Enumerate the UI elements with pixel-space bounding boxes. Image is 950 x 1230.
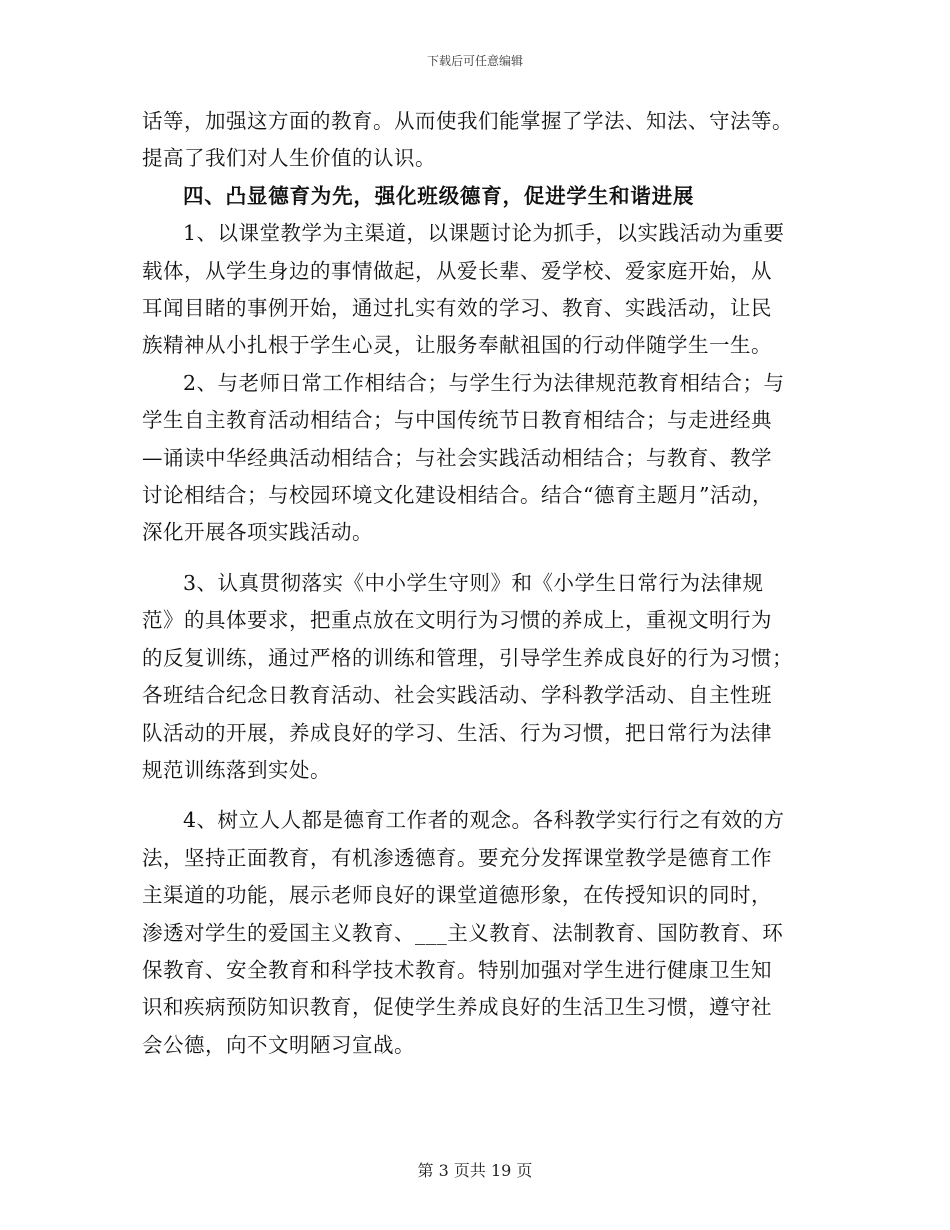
text-line: 法，坚持正面教育，有机渗透德育。要充分发挥课堂教学是德育工作: [142, 845, 772, 870]
text-line: 话等，加强这方面的教育。从而使我们能掌握了学法、知法、守法等。: [142, 109, 793, 133]
page-number: 第 3 页共 19 页: [417, 1161, 533, 1180]
text-line: 深化开展各项实践活动。: [142, 520, 373, 545]
text-line: 1、以课堂教学为主渠道，以课题讨论为抓手，以实践活动为重要: [183, 221, 785, 246]
text-line: 规范训练落到实处。: [142, 757, 331, 782]
text-line: 的反复训练，通过严格的训练和管理，引导学生养成良好的行为习惯；: [142, 645, 793, 670]
paragraph-gap: [142, 789, 810, 802]
text-line: 主渠道的功能，展示老师良好的课堂道德形象，在传授知识的同时，: [142, 883, 772, 908]
text-line: 保教育、安全教育和科学技术教育。特别加强对学生进行健康卫生知: [142, 957, 772, 982]
text-line: 载体，从学生身边的事情做起，从爱长辈、爱学校、爱家庭开始，从: [142, 258, 772, 283]
document-body: [142, 103, 810, 1064]
text-line: 会公德，向不文明陋习宣战。: [142, 1032, 415, 1057]
text-line: 耳闻目睹的事例开始，通过扎实有效的学习、教育、实践活动，让民: [142, 296, 772, 321]
text-line: 范》的具体要求，把重点放在文明行为习惯的养成上，重视文明行为: [142, 608, 772, 633]
page-header: 下载后可任意编辑: [426, 54, 523, 68]
text-line: —诵读中华经典活动相结合；与社会实践活动相结合；与教育、教学: [142, 445, 772, 470]
section-heading: 四、凸显德育为先，强化班级德育，促进学生和谐进展: [183, 183, 695, 208]
text-line: 各班结合纪念日教育活动、社会实践活动、学科教学活动、自主性班: [142, 683, 772, 708]
text-line: 2、与老师日常工作相结合；与学生行为法律规范教育相结合；与: [183, 370, 785, 395]
text-line: 4、树立人人都是德育工作者的观念。各科教学实行行之有效的方: [183, 808, 785, 833]
text-line: 渗透对学生的爱国主义教育、___主义教育、法制教育、国防教育、环: [142, 920, 784, 945]
text-line: 3、认真贯彻落实《中小学生守则》和《小学生日常行为法律规: [183, 570, 764, 595]
text-line: 族精神从小扎根于学生心灵，让服务奉献祖国的行动伴随学生一生。: [142, 333, 772, 358]
text-line: 提高了我们对人生价值的认识。: [142, 146, 436, 171]
text-line: 识和疾病预防知识教育，促使学生养成良好的生活卫生习惯，遵守社: [142, 995, 772, 1020]
text-line: 学生自主教育活动相结合；与中国传统节日教育相结合；与走进经典: [142, 408, 772, 433]
paragraph-gap: [142, 552, 810, 565]
text-line: 讨论相结合；与校园环境文化建设相结合。结合“德育主题月”活动，: [142, 483, 773, 508]
text-line: 队活动的开展，养成良好的学习、生活、行为习惯，把日常行为法律: [142, 720, 772, 745]
